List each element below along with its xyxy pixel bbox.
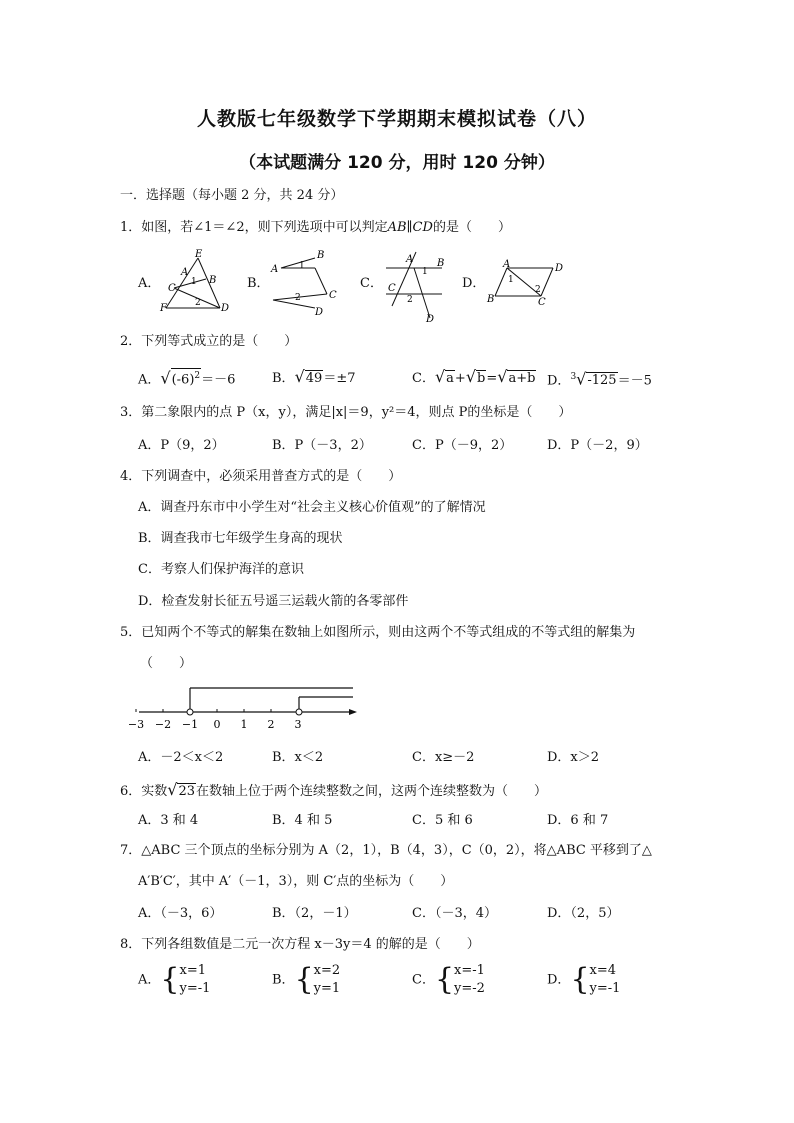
q7-option-a[interactable]: A．（－3，6） — [138, 906, 223, 921]
q7-stem-line2: A′B′C′，其中 A′（－1，3），则 C′点的坐标为（ ） — [138, 874, 454, 889]
q7-stem-line1: 7．△ABC 三个顶点的坐标分别为 A（2，1），B（4，3），C（0，2），将△ABC 平移到了△ — [120, 843, 652, 858]
q1d-label-1: 1 — [508, 275, 514, 285]
q1-figure-d — [483, 258, 568, 308]
q2-option-a[interactable]: A．$√(-6)^2=-6$ — [138, 368, 236, 388]
q1b-label-c: C — [329, 290, 337, 301]
page-subtitle: （本试题满分 120 分，用时 120 分钟） — [239, 153, 555, 173]
q5-axis-arrow — [349, 709, 357, 715]
q5-option-a[interactable]: A．－2＜x＜2 — [138, 750, 224, 765]
q7-option-c[interactable]: C．（－3，4） — [412, 906, 497, 921]
q1d-label-a: A — [503, 259, 511, 270]
q5-tick-label: 3 — [294, 718, 302, 731]
q1-figure-a — [158, 248, 236, 316]
q1d-label-b: B — [487, 294, 495, 305]
q6-option-d[interactable]: D．6 和 7 — [547, 813, 609, 828]
q5-number-line — [127, 682, 365, 732]
section-heading: 一．选择题（每小题 2 分，共 24 分） — [120, 188, 344, 203]
q8-option-b[interactable]: B．{x=2 y=1 — [272, 962, 341, 997]
q3-option-d[interactable]: D．P（－2，9） — [547, 438, 648, 453]
q5-tick-label: −1 — [181, 718, 199, 731]
q2-option-d[interactable]: D．$^3$√-125＝－5 — [547, 369, 652, 389]
brace-icon: { — [294, 962, 314, 997]
q4-option-b[interactable]: B．调查我市七年级学生身高的现状 — [138, 531, 343, 546]
q1d-label-d: D — [555, 263, 564, 274]
q1b-label-1: 1 — [299, 261, 305, 271]
q5-tick-label: 1 — [240, 718, 248, 731]
q1a-label-b: B — [209, 275, 217, 286]
q3-option-b[interactable]: B．P（－3，2） — [272, 438, 372, 453]
q6-option-a[interactable]: A．3 和 4 — [138, 813, 199, 828]
q3-stem: 3．第二象限内的点 P（x，y），满足|x|＝9，y²＝4，则点 P的坐标是（ ） — [120, 405, 572, 420]
q1-option-a-label[interactable]: A． — [138, 276, 161, 291]
q8-option-c[interactable]: C．{x=-1 y=-2 — [412, 962, 485, 997]
q1b-label-2: 2 — [295, 293, 301, 303]
q1c-label-2: 2 — [407, 295, 413, 305]
q8-stem: 8．下列各组数值是二元一次方程 x－3y＝4 的解的是（ ） — [120, 937, 480, 952]
q1-stem-pre: 1．如图，若∠1＝∠2，则下列选项中可以判定 — [120, 220, 388, 235]
q7-option-b[interactable]: B．（2，－1） — [272, 906, 357, 921]
q1b-label-d: D — [315, 307, 324, 318]
q1b-label-b: B — [317, 250, 325, 261]
q1c-label-a: A — [406, 254, 414, 265]
q5-tick-label: −2 — [154, 718, 172, 731]
q2-option-b[interactable]: B．√49＝±7 — [272, 367, 356, 386]
q5-tick-label: −3 — [127, 718, 145, 731]
q4-option-c[interactable]: C．考察人们保护海洋的意识 — [138, 562, 304, 577]
q5-blank: （ ） — [140, 656, 193, 671]
q6-option-b[interactable]: B．4 和 5 — [272, 813, 333, 828]
q5-option-c[interactable]: C．x≥－2 — [412, 750, 475, 765]
q5-stem: 5．已知两个不等式的解集在数轴上如图所示，则由这两个不等式组成的不等式组的解集为 — [120, 625, 636, 640]
q1a-label-d: D — [221, 303, 230, 314]
q1d-label-c: C — [538, 297, 546, 308]
q3-option-a[interactable]: A．P（9，2） — [138, 438, 225, 453]
q5-tick-label: 0 — [213, 718, 221, 731]
q5-tick-label: 2 — [267, 718, 275, 731]
q4-option-d[interactable]: D．检查发射长征五号遥三运载火箭的各零部件 — [138, 594, 409, 609]
q1c-label-d: D — [426, 314, 435, 325]
q1a-label-a: A — [181, 267, 189, 278]
q5-option-d[interactable]: D．x＞2 — [547, 750, 600, 765]
q1c-label-b: B — [437, 258, 445, 269]
q6-option-c[interactable]: C．5 和 6 — [412, 813, 473, 828]
q1-figure-b — [265, 248, 345, 316]
q1c-label-c: C — [388, 283, 396, 294]
q1-figure-c — [380, 248, 450, 323]
brace-icon: { — [434, 962, 455, 997]
q8-option-d[interactable]: D．{x=4 y=-1 — [547, 962, 621, 997]
q1-stem — [120, 219, 511, 237]
q1d-label-2: 2 — [535, 285, 541, 295]
q1b-label-a: A — [271, 264, 279, 275]
q1-stem-var: AB∥CD — [387, 220, 433, 235]
q1a-label-e: E — [195, 249, 203, 260]
brace-icon: { — [160, 962, 180, 997]
q1-stem-post: 的是（ ） — [432, 220, 511, 235]
q1-option-d-label[interactable]: D． — [462, 276, 486, 291]
q1a-label-2: 2 — [195, 298, 201, 308]
q2-stem: 2．下列等式成立的是（ ） — [120, 334, 298, 349]
q6-stem: 6．实数√23在数轴上位于两个连续整数之间，这两个连续整数为（ ） — [120, 780, 548, 799]
q4-stem: 4．下列调查中，必须采用普查方式的是（ ） — [120, 469, 402, 484]
q1-option-c-label[interactable]: C． — [360, 276, 383, 291]
q8-option-a[interactable]: A．{x=1 y=-1 — [138, 962, 211, 997]
q1a-label-1: 1 — [191, 277, 197, 287]
q1a-label-f: F — [160, 303, 167, 314]
q1c-label-1: 1 — [422, 267, 428, 277]
q1-option-b-label[interactable]: B． — [247, 276, 270, 291]
q4-option-a[interactable]: A．调查丹东市中小学生对“社会主义核心价值观”的了解情况 — [138, 500, 486, 515]
q2-option-c[interactable]: C．√a+√b=√a+b — [412, 367, 536, 386]
q3-option-c[interactable]: C．P（－9，2） — [412, 438, 513, 453]
q7-option-d[interactable]: D．（2，5） — [547, 906, 620, 921]
q1a-label-c: C — [168, 283, 176, 294]
q5-option-b[interactable]: B．x＜2 — [272, 750, 324, 765]
q5-open-point-neg2 — [187, 709, 193, 715]
q5-open-point-2 — [296, 709, 302, 715]
brace-icon: { — [570, 962, 590, 997]
page-title: 人教版七年级数学下学期期末模拟试卷（八） — [196, 108, 597, 130]
